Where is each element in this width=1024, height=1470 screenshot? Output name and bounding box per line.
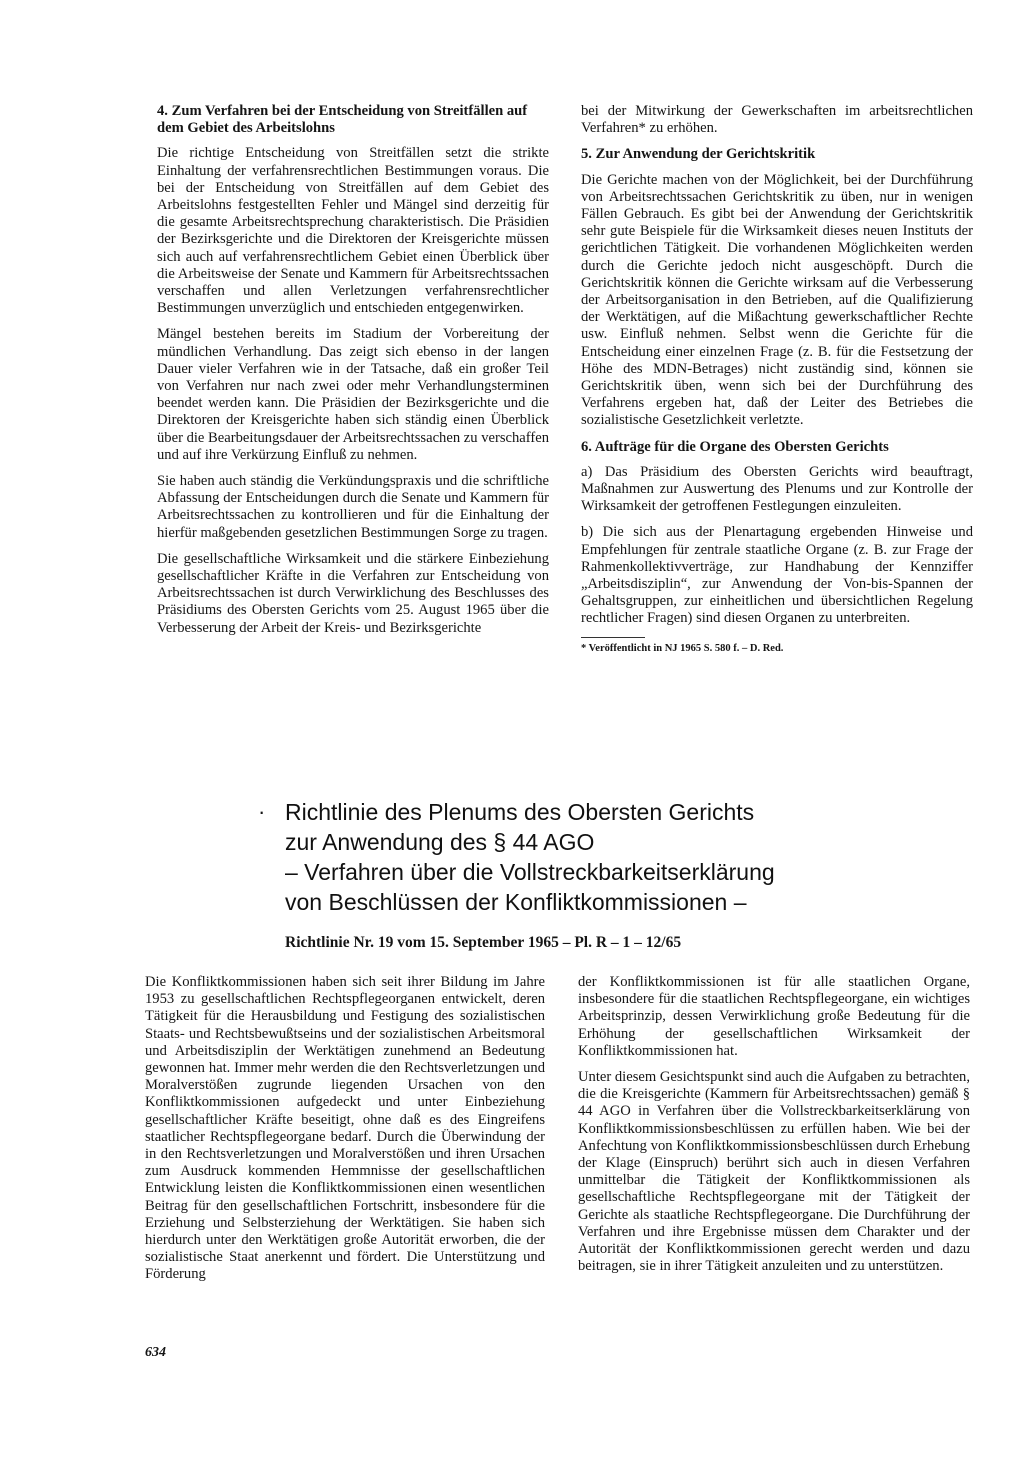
paragraph: Die Gerichte machen von der Möglichkeit, bei der Durchführung von Arbeitsrechtssachen Gerichtskritik zu üben, nur in wenigen Fällen Gebrauch. Es gibt bei der Anwendung der Gerichtskritik sehr gute Beispiele für die Wirksamkeit dieses neuen Instituts der gerichtlichen Tätigkeit. Die vorhandenen Möglichkeiten werden durch die Gerichte jedoch nicht ausgeschöpft. Durch die Gerichtskritik können die Gerichte wirksam auf die Verbesserung der Arbeitsorganisation in den Betrieben, auf die Qualifizierung der Werktätigen, auf die Mißachtung gewerkschaftlicher Rechte usw. Einfluß nehmen. Selbst wenn die Gerichte für die Entscheidung einer einzelnen Frage (z. B. für die Festsetzung der Höhe des MDN-Betrages) nicht zuständig sind, können sie Gerichtskritik üben, wenn sich bei der Durchführung des Verfahrens ergeben hat, daß der Leiter des Betriebes die sozialistische Gesetzlichkeit verletzte. bbox=[581, 171, 973, 429]
section-4-heading: 4. Zum Verfahren bei der Entscheidung von Streitfällen auf dem Gebiet des Arbeitslohns bbox=[157, 103, 528, 137]
guideline-subtitle: Richtlinie Nr. 19 vom 15. September 1965 – Pl. R – 1 – 12/65 bbox=[285, 934, 682, 951]
paragraph: a) Das Präsidium des Obersten Gerichts wird beauftragt, Maßnahmen zur Auswertung des Plenums und zur Kontrolle der Wirksamkeit der getroffenen Festlegungen einzuleiten. bbox=[581, 463, 973, 515]
paragraph-continued: bei der Mitwirkung der Gewerkschaften im arbeitsrechtlichen Verfahren* zu erhöhen. bbox=[581, 103, 973, 137]
footnote bbox=[581, 637, 973, 655]
paragraph: b) Die sich aus der Plenartagung ergebenden Hinweise und Empfehlungen für zentrale staatliche Organe (z. B. zur Frage der Rahmenkollektivverträge, zur Handhabung der Kennziffer „Arbeitsdisziplin“, zur Anwendung der Von-bis-Spannen der Gehaltsgruppen, zur einheitlichen und übersichtlichen Regelung rechtlicher Fragen) sind diesen Organen zu unterbreiten. bbox=[581, 524, 973, 627]
guideline-title bbox=[285, 797, 885, 917]
column-top-left bbox=[157, 103, 549, 646]
column-bottom-left bbox=[145, 974, 545, 1293]
paragraph: Mängel bestehen bereits im Stadium der Vorbereitung der mündlichen Verhandlung. Das zeigt sich ebenso in der langen Dauer vieler Verfahren wie in der Tatsache, daß ein großer Teil von Verfahren nur nach zwei oder mehr Verhandlungsterminen beendet werden kann. Die Präsidien der Bezirksgerichte und die Direktoren der Kreisgerichte haben sich ständig einen Überblick über die Bearbeitungsdauer der Arbeitsrechtssachen zu verschaffen und auf ihre Verkürzung Einfluß zu nehmen. bbox=[157, 326, 549, 463]
paragraph: Die gesellschaftliche Wirksamkeit und die stärkere Einbeziehung gesellschaftlicher Kräfte in die Verfahren zur Entscheidung von Arbeitsrechtssachen ist durch Verwirklichung des Beschlusses des Präsidiums des Obersten Gerichts vom 25. August 1965 über die Verbesserung der Arbeit der Kreis- und Bezirksgerichte bbox=[157, 550, 549, 636]
title-line: von Beschlüssen der Konfliktkommissionen – bbox=[285, 889, 747, 915]
title-line: – Verfahren über die Vollstreckbarkeitserklärung bbox=[285, 859, 775, 885]
paragraph: Die Konfliktkommissionen haben sich seit ihrer Bildung im Jahre 1953 zu gesellschaftlichen Rechtspflegeorganen entwickelt, deren Tätigkeit für die Herausbildung und Festigung des sozialistischen Staats- und Rechtsbewußtseins und der sozialistischen Arbeitsmoral und Arbeitsdisziplin der Werktätigen zunehmend an Bedeutung gewonnen hat. Immer mehr werden die den Rechtsverletzungen und Moralverstößen zugrunde liegenden Ursachen von den Konfliktkommissionen aufgedeckt und unter Einbeziehung gesellschaftlicher Kräfte beseitigt, ohne daß es des Eingreifens staatlicher Rechtspflegeorgane bedarf. Durch die Überwindung der in den Rechtsverletzungen und Moralverstößen und ihren Ursachen zum Ausdruck kommenden Hemmnisse der gesellschaftlichen Entwicklung leisten die Konfliktkommissionen einen wesentlichen Beitrag für den gesellschaftlichen Fortschritt, insbesondere für die Erziehung und Selbsterziehung der Werktätigen. Sie haben sich hierdurch unter den Werktätigen große Autorität erworben, die der sozialistische Staat anerkennt und fördert. Die Unterstützung und Förderung bbox=[145, 974, 545, 1283]
paragraph: Die richtige Entscheidung von Streitfällen setzt die strikte Einhaltung der verfahrensrechtlichen Bestimmungen voraus. Die bei der Entscheidung von Streitfällen auf dem Gebiet des Arbeitslohns festgestellten Fehler und Mängel sind derzeitig für die gesamte Arbeitsrechtsprechung charakteristisch. Die Präsidien der Bezirksgerichte und die Direktoren der Kreisgerichte müssen sich auch auf verfahrensrechtlichem Gebiet einen Überblick über die Arbeitsweise der Senate und Kammern für Arbeitsrechtssachen verschaffen und allen Verletzungen verfahrensrechtlicher Bestimmungen unverzüglich und entschieden entgegenwirken. bbox=[157, 145, 549, 317]
paragraph: der Konfliktkommissionen ist für alle staatlichen Organe, insbesondere für die staatlichen Rechtspflegeorgane, ein wichtiges Arbeitsprinzip, dessen Verwirklichung große Bedeutung für die Erhöhung der gesellschaftlichen Wirksamkeit der Konfliktkommissionen hat. bbox=[578, 974, 970, 1059]
section-6-heading: 6. Aufträge für die Organe des Obersten Gerichts bbox=[581, 438, 889, 455]
column-bottom-right bbox=[578, 974, 970, 1284]
paragraph: Unter diesem Gesichtspunkt sind auch die Aufgaben zu betrachten, die die Kreisgerichte (Kammern für Arbeitsrechtssachen) gemäß § 44 AGO in Verfahren über die Vollstreckbarkeitserklärung von Konfliktkommissionsbeschlüssen zu erfüllen haben. Wie bei der Anfechtung von Konfliktkommissionsbeschlüssen durch Erhebung der Klage (Einspruch) berührt sich auch in diesen Verfahren unmittelbar die Tätigkeit der Konfliktkommissionen als gesellschaftliche Rechtspflegeorgane mit der Tätigkeit der Gerichte als staatliche Rechtspflegeorgane. Die Durchführung der Verfahren und ihre Ergebnisse müssen dem Charakter und der Autorität der Konfliktkommissionen gerecht werden und dazu beitragen, sie in ihrer Tätigkeit anzuleiten und zu unterstützen. bbox=[578, 1069, 970, 1275]
title-line: zur Anwendung des § 44 AGO bbox=[285, 829, 595, 855]
title-line: Richtlinie des Plenums des Obersten Gerichts bbox=[285, 799, 755, 825]
page-number: 634 bbox=[145, 1345, 166, 1360]
footnote-text: * Veröffentlicht in NJ 1965 S. 580 f. – D. Red. bbox=[581, 642, 784, 654]
paragraph: Sie haben auch ständig die Verkündungspraxis und die schriftliche Abfassung der Entscheidungen durch die Senate und Kammern für Arbeitsrechtssachen zu kontrollieren und für die Einhaltung der hierfür maßgebenden gesetzlichen Bestimmungen Sorge zu tragen. bbox=[157, 473, 549, 541]
title-bullet: · bbox=[258, 799, 266, 824]
section-5-heading: 5. Zur Anwendung der Gerichtskritik bbox=[581, 146, 816, 163]
column-top-right bbox=[581, 103, 973, 664]
footnote-rule bbox=[581, 637, 645, 638]
